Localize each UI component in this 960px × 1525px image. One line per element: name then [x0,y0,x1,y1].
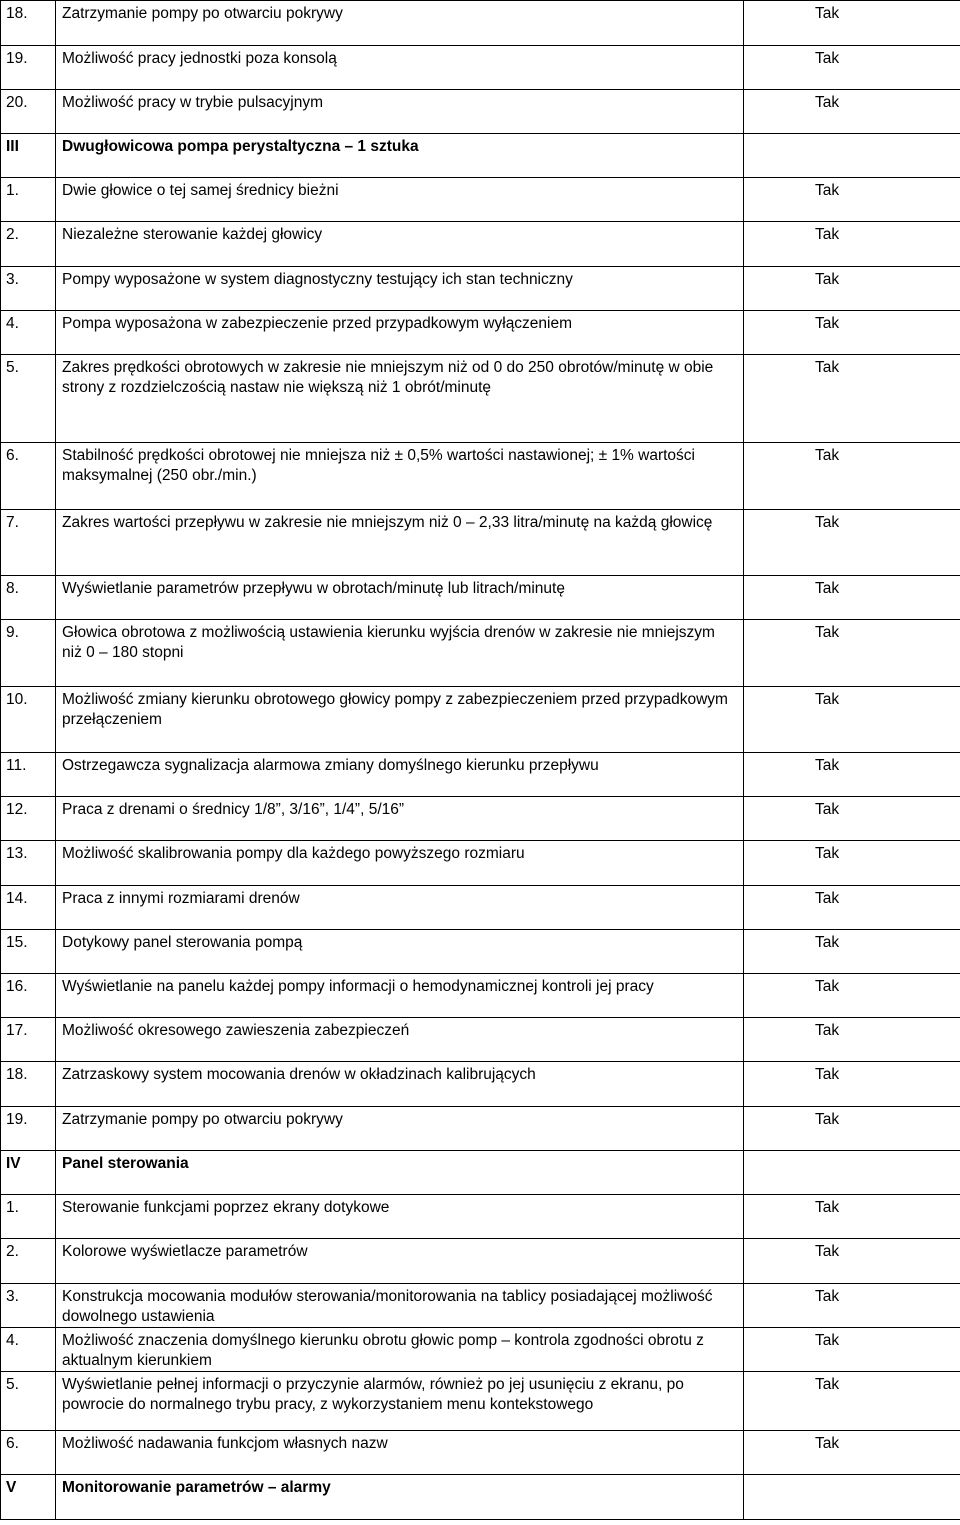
row-number: 17. [1,1018,56,1062]
row-number: 9. [1,620,56,687]
table-row [1,510,960,576]
row-description: Dotykowy panel sterowania pompą [56,930,744,974]
row-description: Możliwość pracy jednostki poza konsolą [56,46,744,90]
row-description: Możliwość skalibrowania pompy dla każdego powyższego rozmiaru [56,841,744,886]
section-header-row [1,1475,960,1520]
row-number: 15. [1,930,56,974]
table-row [1,311,960,355]
table-row [1,576,960,620]
table-row [1,930,960,974]
row-value: Tak [744,222,960,267]
row-description: Zakres prędkości obrotowych w zakresie nie mniejszym niż od 0 do 250 obrotów/minutę w obie strony z rozdzielczością nastaw nie większą niż 1 obrót/minutę [56,355,744,443]
table-row [1,267,960,311]
row-value: Tak [744,510,960,576]
row-value: Tak [744,1195,960,1239]
row-number: 18. [1,1,56,46]
row-number: 1. [1,1195,56,1239]
table-row [1,974,960,1018]
row-number: 19. [1,1107,56,1151]
row-value: Tak [744,1018,960,1062]
row-value: Tak [744,841,960,886]
row-number: 11. [1,753,56,797]
row-number: 2. [1,222,56,267]
row-number: 10. [1,687,56,753]
row-number: 4. [1,1328,56,1372]
row-description: Kolorowe wyświetlacze parametrów [56,1239,744,1284]
row-value: Tak [744,443,960,510]
row-value: Tak [744,886,960,930]
row-description: Zatrzymanie pompy po otwarciu pokrywy [56,1107,744,1151]
row-description: Praca z innymi rozmiarami drenów [56,886,744,930]
row-description: Możliwość pracy w trybie pulsacyjnym [56,90,744,134]
table-row [1,841,960,886]
row-description: Możliwość zmiany kierunku obrotowego głowicy pompy z zabezpieczeniem przed przypadkowym przełączeniem [56,687,744,753]
table-row [1,1328,960,1372]
row-value: Tak [744,576,960,620]
row-description: Możliwość okresowego zawieszenia zabezpieczeń [56,1018,744,1062]
row-value [744,1151,960,1195]
table-row [1,1284,960,1328]
row-number: 4. [1,311,56,355]
row-description: Głowica obrotowa z możliwością ustawienia kierunku wyjścia drenów w zakresie nie mniejszym niż 0 – 180 stopni [56,620,744,687]
row-value: Tak [744,90,960,134]
row-description: Dwie głowice o tej samej średnicy bieżni [56,178,744,222]
table-row [1,1018,960,1062]
row-value: Tak [744,46,960,90]
table-row [1,687,960,753]
row-number: 18. [1,1062,56,1107]
row-description: Monitorowanie parametrów – alarmy [56,1475,744,1520]
table-row [1,90,960,134]
row-value: Tak [744,1284,960,1328]
row-value: Tak [744,1239,960,1284]
row-value: Tak [744,311,960,355]
row-value: Tak [744,1431,960,1475]
row-value: Tak [744,930,960,974]
row-value: Tak [744,1107,960,1151]
row-value: Tak [744,797,960,841]
row-value: Tak [744,687,960,753]
table-row [1,886,960,930]
row-value: Tak [744,1062,960,1107]
row-description: Zatrzaskowy system mocowania drenów w okładzinach kalibrujących [56,1062,744,1107]
table-row [1,1239,960,1284]
row-description: Zakres wartości przepływu w zakresie nie mniejszym niż 0 – 2,33 litra/minutę na każdą głowicę [56,510,744,576]
row-value: Tak [744,178,960,222]
row-value: Tak [744,620,960,687]
row-description: Dwugłowicowa pompa perystaltyczna – 1 sztuka [56,134,744,178]
row-value: Tak [744,974,960,1018]
row-description: Sterowanie funkcjami poprzez ekrany dotykowe [56,1195,744,1239]
table-row [1,620,960,687]
row-number: IV [1,1151,56,1195]
row-value: Tak [744,1372,960,1431]
table-row [1,443,960,510]
row-value: Tak [744,753,960,797]
table-row [1,1,960,46]
table-row [1,753,960,797]
row-description: Wyświetlanie parametrów przepływu w obrotach/minutę lub litrach/minutę [56,576,744,620]
table-row [1,355,960,443]
row-number: 12. [1,797,56,841]
table-row [1,1062,960,1107]
table-row [1,1195,960,1239]
row-value: Tak [744,355,960,443]
row-description: Wyświetlanie na panelu każdej pompy informacji o hemodynamicznej kontroli jej pracy [56,974,744,1018]
table-row [1,1431,960,1475]
row-number: 3. [1,267,56,311]
row-value [744,134,960,178]
row-number: V [1,1475,56,1520]
row-number: 6. [1,1431,56,1475]
row-description: Pompa wyposażona w zabezpieczenie przed przypadkowym wyłączeniem [56,311,744,355]
row-number: 14. [1,886,56,930]
table-row [1,178,960,222]
row-description: Ostrzegawcza sygnalizacja alarmowa zmiany domyślnego kierunku przepływu [56,753,744,797]
row-number: 19. [1,46,56,90]
row-description: Panel sterowania [56,1151,744,1195]
table-row [1,222,960,267]
row-description: Pompy wyposażone w system diagnostyczny testujący ich stan techniczny [56,267,744,311]
table-row [1,1372,960,1431]
row-number: 3. [1,1284,56,1328]
row-description: Możliwość nadawania funkcjom własnych nazw [56,1431,744,1475]
row-value [744,1475,960,1520]
row-description: Konstrukcja mocowania modułów sterowania/monitorowania na tablicy posiadającej możliwość dowolnego ustawienia [56,1284,744,1328]
row-number: 6. [1,443,56,510]
row-value: Tak [744,1,960,46]
row-number: 8. [1,576,56,620]
table-row [1,46,960,90]
row-description: Niezależne sterowanie każdej głowicy [56,222,744,267]
row-value: Tak [744,267,960,311]
row-description: Wyświetlanie pełnej informacji o przyczynie alarmów, również po jej usunięciu z ekranu, po powrocie do normalnego trybu pracy, z wykorzystaniem menu kontekstowego [56,1372,744,1431]
row-number: 5. [1,355,56,443]
row-number: 13. [1,841,56,886]
row-number: 7. [1,510,56,576]
row-description: Zatrzymanie pompy po otwarciu pokrywy [56,1,744,46]
row-value: Tak [744,1328,960,1372]
row-description: Stabilność prędkości obrotowej nie mniejsza niż ± 0,5% wartości nastawionej; ± 1% wartości maksymalnej (250 obr./min.) [56,443,744,510]
row-number: 2. [1,1239,56,1284]
section-header-row [1,1151,960,1195]
row-number: 16. [1,974,56,1018]
row-description: Praca z drenami o średnicy 1/8”, 3/16”, 1/4”, 5/16” [56,797,744,841]
row-number: III [1,134,56,178]
table-row [1,1107,960,1151]
table-body [1,1,960,1520]
row-number: 5. [1,1372,56,1431]
row-description: Możliwość znaczenia domyślnego kierunku obrotu głowic pomp – kontrola zgodności obrotu z aktualnym kierunkiem [56,1328,744,1372]
row-number: 1. [1,178,56,222]
table-row [1,797,960,841]
section-header-row [1,134,960,178]
row-number: 20. [1,90,56,134]
